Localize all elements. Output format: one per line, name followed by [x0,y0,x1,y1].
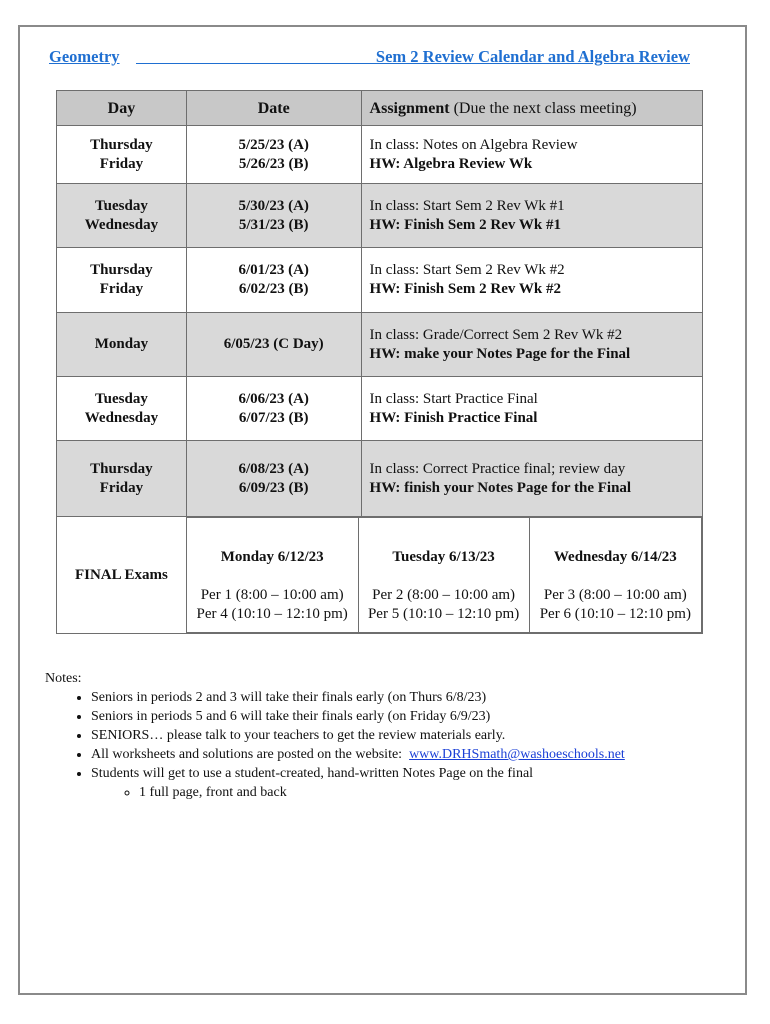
date-label: 6/01/23 (A) [238,262,309,278]
homework-text: HW: Finish Sem 2 Rev Wk #2 [369,281,561,297]
note-text: Seniors in periods 2 and 3 will take their finals early (on Thurs 6/8/23) [91,690,487,705]
day-cell [57,126,187,184]
website-link[interactable]: www.DRHSmath@washoeschools.net [409,747,625,762]
day-cell [57,377,187,441]
day-label: Tuesday [95,390,148,407]
day-label: Friday [99,155,144,172]
day-label: Thursday [90,136,153,153]
final-day [529,518,701,633]
finals-label-cell [57,517,187,634]
day-cell [57,441,187,517]
day-label: Tuesday [95,197,148,214]
note-item [91,707,625,726]
homework-text: HW: Algebra Review Wk [369,155,533,172]
document-title: Sem 2 Review Calendar and Algebra Review [375,47,690,66]
course-title: Geometry [49,47,120,66]
assignment-cell [361,377,702,441]
header-date: Date [186,91,361,126]
day-cell [57,313,187,377]
assignment-cell [361,184,702,248]
date-label: 6/05/23 (C Day) [223,336,324,352]
note-item [91,726,625,745]
table-row [57,126,703,184]
table-row [57,377,703,441]
final-day-title: Tuesday 6/13/23 [392,548,495,565]
header-assignment-label: Assignment [369,99,450,117]
date-cell [186,248,361,313]
date-label: 5/25/23 (A) [238,136,309,153]
inclass-text: In class: Grade/Correct Sem 2 Rev Wk #2 [369,326,623,343]
day-label: Thursday [90,262,153,278]
date-label: 6/02/23 (B) [238,281,309,297]
inclass-text: In class: Correct Practice final; review day [369,460,626,477]
assignment-cell [361,441,702,517]
document-header [48,47,692,69]
inclass-text: In class: Start Practice Final [369,390,538,407]
date-label: 6/08/23 (A) [238,460,309,477]
notes-list [45,688,625,802]
note-subtext: 1 full page, front and back [139,785,287,800]
table-row [57,313,703,377]
table-row [57,441,703,517]
final-period: Per 2 (8:00 – 10:00 am) [372,586,516,603]
date-cell [186,313,361,377]
day-label: Friday [99,281,144,297]
finals-schedule-cell [186,517,702,634]
final-day [187,518,358,633]
homework-text: HW: finish your Notes Page for the Final [369,479,632,496]
date-cell [186,126,361,184]
date-label: 6/06/23 (A) [238,390,309,407]
header-day: Day [57,91,187,126]
final-period: Per 1 (8:00 – 10:00 am) [200,586,344,603]
final-period: Per 5 (10:10 – 12:10 pm) [367,605,520,622]
day-cell [57,248,187,313]
day-label: Monday [94,336,149,352]
header-underline-gap [136,47,386,64]
finals-label: FINAL Exams [74,566,168,583]
finals-row [57,517,703,634]
day-label: Thursday [90,460,153,477]
date-cell [186,377,361,441]
notes-sublist [91,783,625,802]
date-label: 6/07/23 (B) [238,409,309,426]
final-day-title: Monday 6/12/23 [220,548,324,565]
day-cell [57,184,187,248]
date-cell [186,441,361,517]
note-item [91,745,625,764]
notes-title: Notes: [45,671,82,686]
note-text: All worksheets and solutions are posted on the website: [91,747,410,762]
final-period: Per 6 (10:10 – 12:10 pm) [539,605,691,622]
header-assignment-note: (Due the next class meeting) [449,99,637,117]
header-assignment [361,91,702,126]
assignment-cell [361,126,702,184]
date-cell [186,184,361,248]
note-text: Students will get to use a student-created, hand-written Notes Page on the final [91,766,534,781]
homework-text: HW: Finish Practice Final [369,409,538,426]
table-header-row [57,91,703,126]
table-row [57,184,703,248]
date-label: 5/26/23 (B) [238,155,309,172]
final-period: Per 4 (10:10 – 12:10 pm) [196,605,348,622]
day-label: Wednesday [84,409,159,426]
homework-text: HW: Finish Sem 2 Rev Wk #1 [369,216,561,233]
table-row [57,248,703,313]
assignment-cell [361,313,702,377]
schedule-table [56,90,703,634]
final-period: Per 3 (8:00 – 10:00 am) [543,586,687,603]
day-label: Friday [99,479,144,496]
final-day-title: Wednesday 6/14/23 [553,548,677,565]
assignment-cell [361,248,702,313]
date-label: 5/31/23 (B) [238,216,309,233]
note-text: Seniors in periods 5 and 6 will take their finals early (on Friday 6/9/23) [91,709,491,724]
date-label: 5/30/23 (A) [238,197,309,214]
final-day [358,518,529,633]
note-item [91,764,625,802]
note-subitem [139,783,625,802]
note-text: SENIORS… please talk to your teachers to get the review materials early. [91,728,506,743]
finals-table [187,517,702,633]
inclass-text: In class: Notes on Algebra Review [369,136,578,153]
notes-section [45,669,625,802]
inclass-text: In class: Start Sem 2 Rev Wk #1 [369,197,565,214]
day-label: Wednesday [84,216,159,233]
homework-text: HW: make your Notes Page for the Final [369,345,631,362]
inclass-text: In class: Start Sem 2 Rev Wk #2 [369,262,565,278]
date-label: 6/09/23 (B) [238,479,309,496]
note-item [91,688,625,707]
